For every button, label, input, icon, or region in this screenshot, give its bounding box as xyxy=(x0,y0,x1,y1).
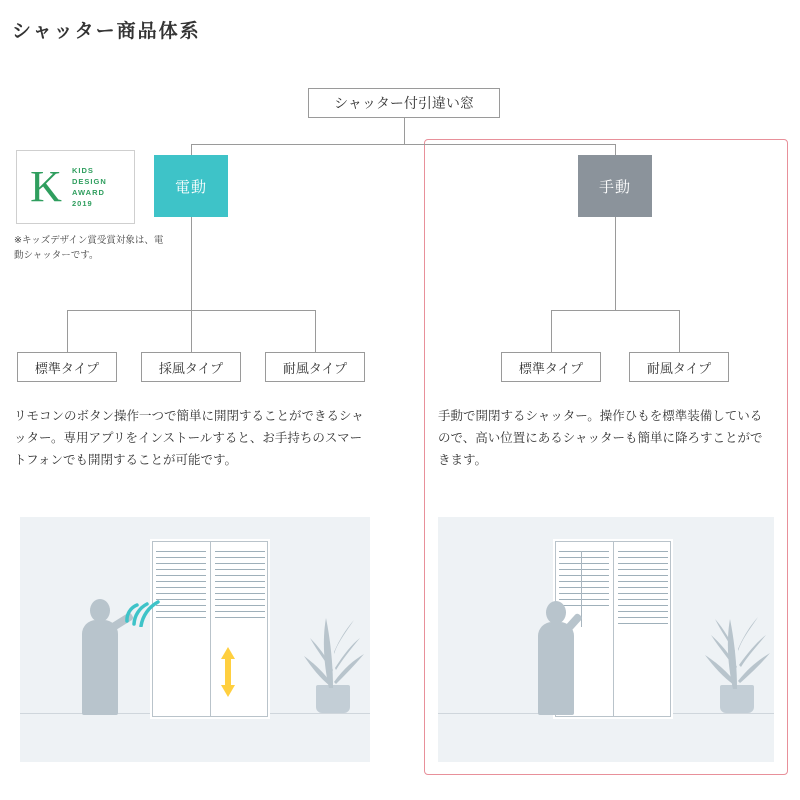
node-manual-label: 手動 xyxy=(598,178,631,196)
illustration-manual xyxy=(438,517,774,762)
illus-plant-pot xyxy=(316,685,350,713)
connector-electric-type1 xyxy=(67,310,68,352)
node-root xyxy=(308,88,500,118)
connector-root-stem xyxy=(404,118,405,144)
description-manual: 手動で開閉するシャッター。操作ひもを標準装備しているので、高い位置にあるシャッターも簡単に降ろすことができます。 xyxy=(438,409,763,467)
node-manual xyxy=(578,155,652,217)
type-box-label: 標準タイプ xyxy=(518,360,584,376)
award-text-block xyxy=(72,165,107,209)
connector-manual-stem xyxy=(615,144,616,155)
type-box-label: 採風タイプ xyxy=(158,360,224,376)
illus-wifi-signal-icon xyxy=(123,593,163,627)
node-electric xyxy=(154,155,228,217)
connector-electric-down xyxy=(191,217,192,310)
award-k-letter: K xyxy=(30,162,62,211)
connector-manual-type1 xyxy=(551,310,552,352)
illus-person-head xyxy=(546,601,566,624)
illus-updown-arrow-icon xyxy=(218,647,238,697)
connector-manual-down xyxy=(615,217,616,310)
award-note: ※キッズデザイン賞受賞対象は、電動シャッターです。 xyxy=(14,235,164,261)
illus-person-body xyxy=(538,622,574,715)
connector-manual-bar xyxy=(551,310,679,311)
kids-design-award-badge xyxy=(16,150,135,224)
award-k-logo-icon xyxy=(24,163,68,211)
illus-person-head xyxy=(90,599,110,622)
illus-plant-leaves-icon xyxy=(300,612,370,688)
illus-plant-leaves-icon xyxy=(700,609,774,689)
node-electric-label: 電動 xyxy=(174,178,207,196)
type-box-electric-windresist xyxy=(265,352,365,382)
type-box-electric-ventilation xyxy=(141,352,241,382)
award-line-1: KIDS xyxy=(72,166,94,175)
type-box-label: 耐風タイプ xyxy=(646,360,712,376)
award-line-2: DESIGN xyxy=(72,177,107,186)
type-box-label: 標準タイプ xyxy=(34,360,100,376)
connector-electric-stem xyxy=(191,144,192,155)
type-box-electric-standard xyxy=(17,352,117,382)
description-electric: リモコンのボタン操作一つで簡単に開閉することができるシャッター。専用アプリをインストールすると、お手持ちのスマートフォンでも開閉することが可能です。 xyxy=(14,409,364,467)
illustration-electric xyxy=(20,517,370,762)
connector-manual-type2 xyxy=(679,310,680,352)
illus-person-body xyxy=(82,620,118,715)
illus-plant-pot xyxy=(720,685,754,713)
type-box-label: 耐風タイプ xyxy=(282,360,348,376)
award-line-3: AWARD xyxy=(72,188,105,197)
award-line-4: 2019 xyxy=(72,199,93,208)
connector-electric-type2 xyxy=(191,310,192,352)
type-box-manual-standard xyxy=(501,352,601,382)
type-box-manual-windresist xyxy=(629,352,729,382)
node-root-label: シャッター付引違い窓 xyxy=(334,95,474,111)
connector-top-bar xyxy=(191,144,615,145)
connector-electric-type3 xyxy=(315,310,316,352)
page-title: シャッター商品体系 xyxy=(12,21,201,42)
